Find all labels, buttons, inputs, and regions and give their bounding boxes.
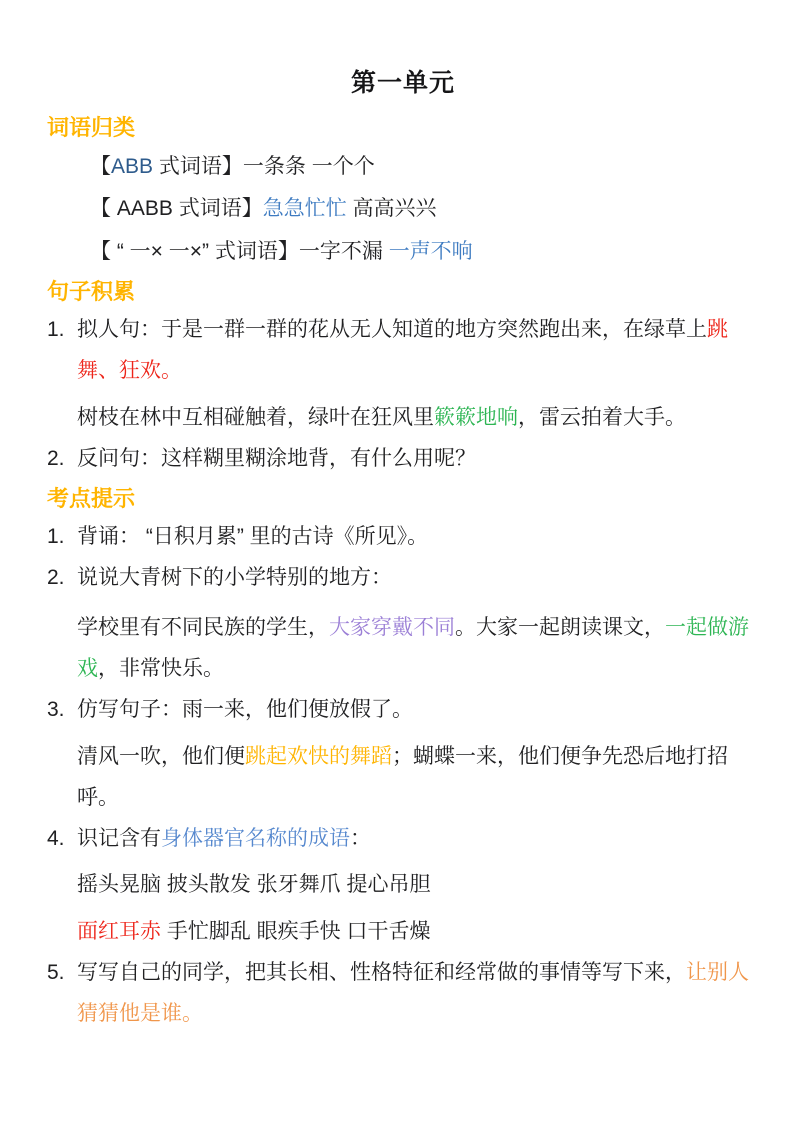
list-item-text [77,690,759,819]
text-segment: 识记含有 [77,826,161,850]
highlight-body-organ-idioms: 身体器官名称的成语 [161,826,350,850]
list-item-text [77,819,759,954]
text-segment: 高高兴兴 [346,197,437,221]
list-number: 2. [47,565,65,589]
highlight-abb: ABB [111,155,154,178]
highlight-yishengbuxiang: 一声不响 [388,239,473,263]
list-number: 1. [47,318,65,342]
text-segment: 树枝在林中互相碰触着，绿叶在狂风里 [77,406,434,430]
text-segment: 【 [90,155,111,178]
highlight-mianhongerchi: 面红耳赤 [77,920,161,944]
sentence-line [77,690,759,731]
highlight-jijimangmang: 急急忙忙 [262,197,347,221]
sentence-line [77,737,759,819]
text-segment: 式词语】一条条 一个个 [153,155,375,178]
text-segment: 【 “ 一× 一×” 式词语】一字不漏 [90,239,389,263]
text-segment: 拟人句：于是一群一群的花从无人知道的地方突然跑出来，在绿草上 [77,318,707,342]
text-segment: ；蝴蝶一来，他们便争先恐后地打招呼。 [77,744,728,809]
highlight-susudixiang: 簌簌地响 [434,406,518,430]
list-item-rhetorical-question [47,439,759,480]
text-segment: ，雷云拍着大手。 [518,406,686,430]
list-number: 2. [47,447,65,471]
list-item-body-idioms [47,819,759,954]
word-pattern-abb [90,146,759,188]
text-segment: ： [350,826,371,850]
text-segment: 。大家一起朗读课文， [455,615,665,639]
section-heading-sentences: 句子积累 [47,279,136,305]
list-item-personification [47,310,759,439]
list-number: 3. [47,697,65,721]
list-number: 4. [47,826,65,850]
list-item-text [77,439,759,480]
section-heading-exam-tips: 考点提示 [47,485,136,511]
list-item-write-classmate [47,953,759,1035]
text-segment: 反问句：这样糊里糊涂地背，有什么用呢？ [77,447,476,471]
list-item-school-special [47,558,759,690]
text-segment: ，非常快乐。 [98,656,224,680]
list-item-text [77,953,759,1035]
text-segment: 学校里有不同民族的学生， [77,615,329,639]
list-number: 5. [47,961,65,985]
text-segment: 说说大青树下的小学特别的地方： [77,565,392,589]
highlight-guess-who: 让别人猜猜他是谁。 [77,961,749,1026]
section-heading-word-groups: 词语归类 [47,115,136,140]
list-number: 1. [47,524,65,548]
text-segment: 手忙脚乱 眼疾手快 口干舌燥 [161,920,431,944]
idiom-row [77,865,759,906]
highlight-yiqizuoyouxi: 一起做游戏 [77,615,749,680]
highlight-tiaowu-kuanghuan: 跳舞、狂欢。 [77,318,728,383]
text-segment: 清风一吹，他们便 [77,744,245,768]
text-segment: 背诵： “日积月累” 里的古诗《所见》。 [77,524,429,548]
idiom-row [77,912,759,953]
text-segment: 摇头晃脑 披头散发 张牙舞爪 提心吊胆 [77,873,431,897]
list-item-imitate-sentence [47,690,759,819]
list-item-text [77,517,759,558]
sentence-line [77,558,759,599]
word-pattern-aabb [90,188,759,230]
sentence-line [77,819,759,860]
list-item-recite [47,517,759,558]
highlight-chuandai-butong: 大家穿戴不同 [329,615,455,639]
sentence-line [77,398,759,439]
list-item-text [77,310,759,439]
text-segment: 仿写句子：雨一来，他们便放假了。 [77,697,413,721]
highlight-tiaoqi-wudao: 跳起欢快的舞蹈 [245,744,392,768]
text-segment: 【 AABB 式词语】 [90,197,263,221]
sentence-line [77,310,759,392]
word-pattern-yi-x [90,231,759,273]
page-title: 第一单元 [350,69,455,97]
sentence-line [77,608,759,690]
list-item-text [77,558,759,690]
text-segment: 写写自己的同学，把其长相、性格特征和经常做的事情等写下来， [77,961,686,985]
